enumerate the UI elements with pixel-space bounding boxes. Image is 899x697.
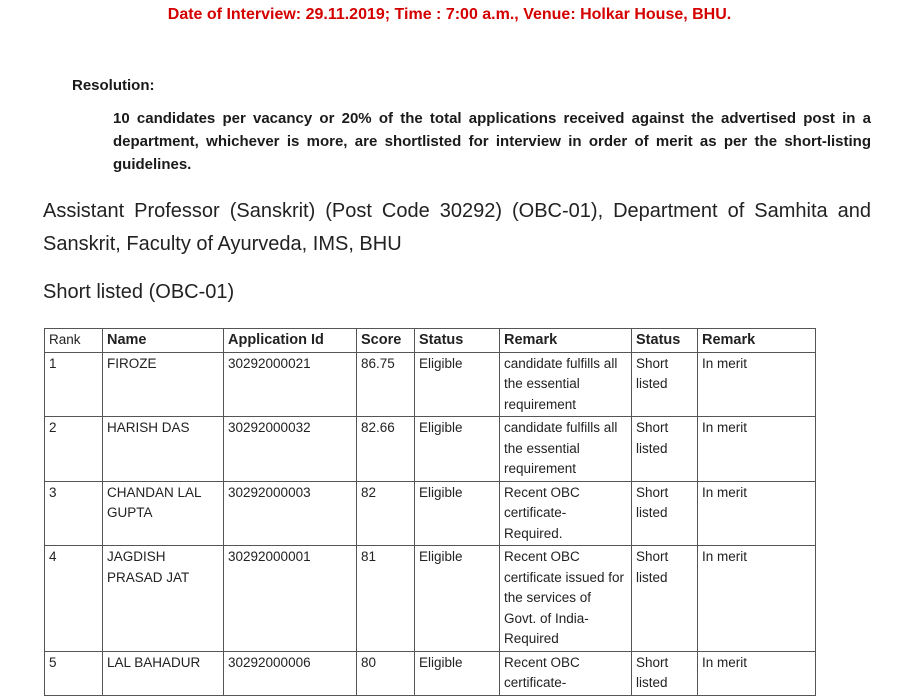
- cell-application-id: 30292000001: [224, 546, 357, 652]
- cell-rank: 4: [45, 546, 103, 652]
- cell-remark-2: In merit: [698, 546, 816, 652]
- cell-remark-2: In merit: [698, 417, 816, 482]
- table-row: [45, 481, 816, 546]
- cell-score: 86.75: [357, 352, 415, 417]
- table-row: [45, 417, 816, 482]
- cell-application-id: 30292000003: [224, 481, 357, 546]
- cell-score: 81: [357, 546, 415, 652]
- col-score: Score: [357, 329, 415, 353]
- cell-status-2: Short listed: [632, 546, 698, 652]
- resolution-label: Resolution:: [72, 77, 155, 94]
- cell-rank: 3: [45, 481, 103, 546]
- cell-status: Eligible: [415, 481, 500, 546]
- cell-remark: candidate fulfills all the essential requirement: [500, 352, 632, 417]
- cell-remark-2: In merit: [698, 352, 816, 417]
- table-header-row: [45, 329, 816, 353]
- col-status: Status: [415, 329, 500, 353]
- cell-status-2: Short listed: [632, 651, 698, 695]
- cell-rank: 5: [45, 651, 103, 695]
- post-title: Assistant Professor (Sanskrit) (Post Code 30292) (OBC-01), Department of Samhita and Sanskrit, Faculty of Ayurveda, IMS, BHU: [43, 200, 871, 255]
- shortlist-heading: Short listed (OBC-01): [43, 281, 235, 303]
- cell-name: CHANDAN LAL GUPTA: [103, 481, 224, 546]
- cell-score: 82.66: [357, 417, 415, 482]
- col-application-id: Application Id: [224, 329, 357, 353]
- cell-status-2: Short listed: [632, 417, 698, 482]
- cell-remark: Recent OBC certificate issued for the services of Govt. of India- Required: [500, 546, 632, 652]
- cell-rank: 1: [45, 352, 103, 417]
- cell-score: 80: [357, 651, 415, 695]
- cell-application-id: 30292000006: [224, 651, 357, 695]
- cell-status: Eligible: [415, 417, 500, 482]
- cell-name: FIROZE: [103, 352, 224, 417]
- cell-application-id: 30292000021: [224, 352, 357, 417]
- cell-status: Eligible: [415, 651, 500, 695]
- interview-details: Date of Interview: 29.11.2019; Time : 7:00 a.m., Venue: Holkar House, BHU.: [167, 6, 732, 23]
- cell-score: 82: [357, 481, 415, 546]
- table-row: [45, 352, 816, 417]
- cell-status-2: Short listed: [632, 352, 698, 417]
- cell-status: Eligible: [415, 546, 500, 652]
- cell-application-id: 30292000032: [224, 417, 357, 482]
- cell-name: HARISH DAS: [103, 417, 224, 482]
- cell-remark: Recent OBC certificate-: [500, 651, 632, 695]
- cell-status: Eligible: [415, 352, 500, 417]
- table-row: [45, 546, 816, 652]
- cell-rank: 2: [45, 417, 103, 482]
- col-remark-2: Remark: [698, 329, 816, 353]
- col-rank: Rank: [45, 329, 103, 353]
- resolution-text: 10 candidates per vacancy or 20% of the total applications received against the advertised post in a department, whichever is more, are shortlisted for interview in order of merit as per the short-listing guidelines.: [113, 110, 871, 173]
- cell-remark-2: In merit: [698, 481, 816, 546]
- shortlist-table: [44, 328, 816, 696]
- col-status-2: Status: [632, 329, 698, 353]
- col-name: Name: [103, 329, 224, 353]
- cell-remark: Recent OBC certificate- Required.: [500, 481, 632, 546]
- cell-remark: candidate fulfills all the essential requirement: [500, 417, 632, 482]
- cell-name: JAGDISH PRASAD JAT: [103, 546, 224, 652]
- col-remark: Remark: [500, 329, 632, 353]
- table-row: [45, 651, 816, 695]
- cell-name: LAL BAHADUR: [103, 651, 224, 695]
- cell-remark-2: In merit: [698, 651, 816, 695]
- cell-status-2: Short listed: [632, 481, 698, 546]
